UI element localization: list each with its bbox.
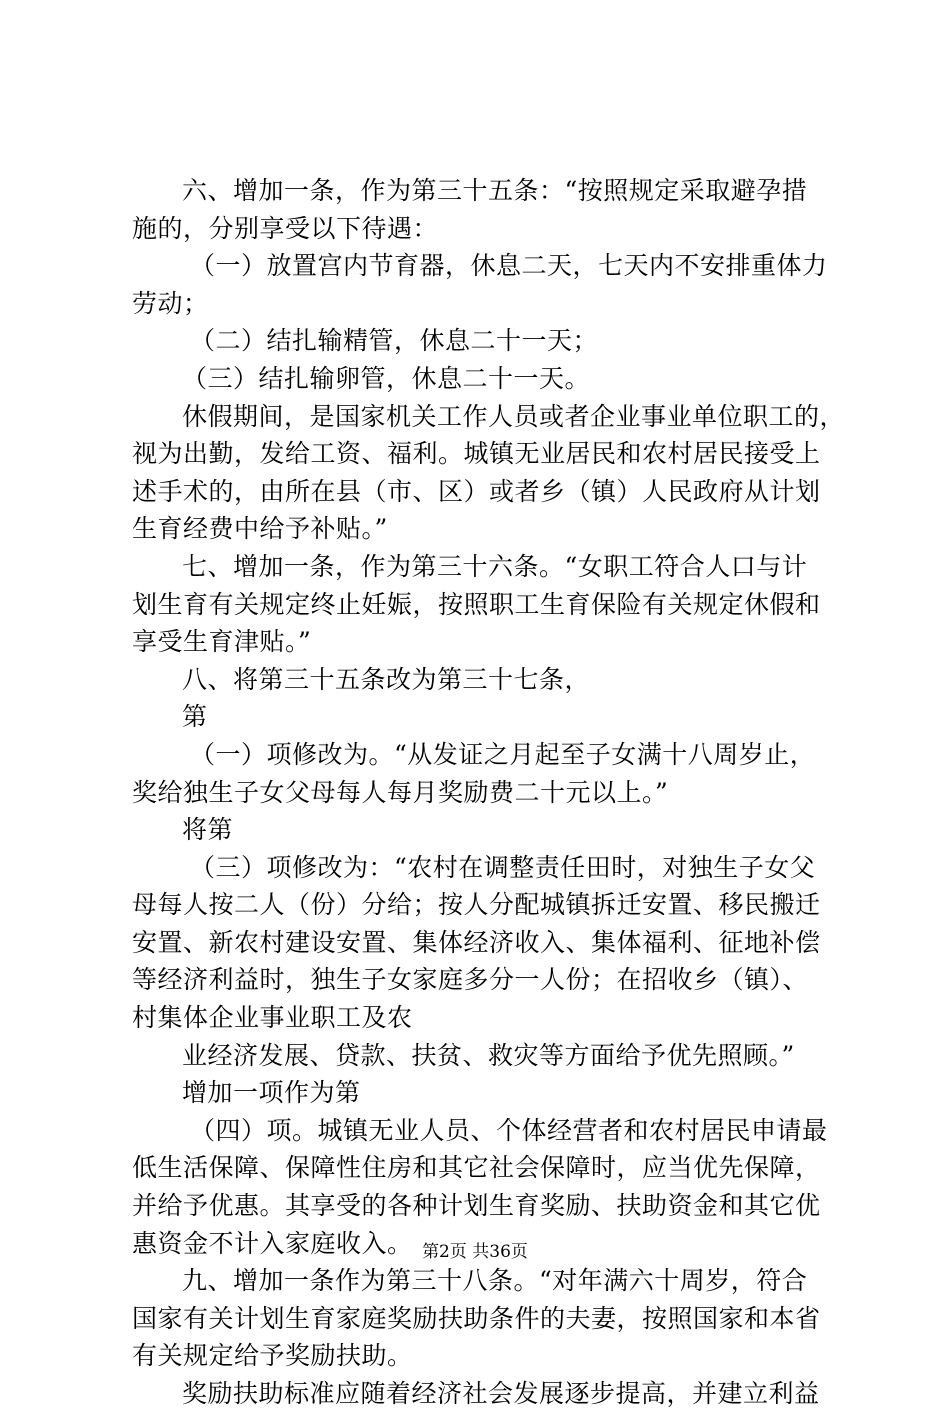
text-line: 八、将第三十五条改为第三十七条，	[182, 664, 591, 694]
text-line: （二）结扎输精管，休息二十一天；	[190, 326, 599, 356]
text-line: 享受生育津贴。”	[132, 627, 312, 657]
text-line: 九、增加一条作为第三十八条。“对年满六十周岁，符合	[182, 1266, 808, 1296]
text-line: 七、增加一条，作为第三十六条。“女职工符合人口与计	[182, 551, 808, 581]
document-body	[132, 172, 846, 1413]
text-line: 有关规定给予奖励扶助。	[132, 1341, 413, 1371]
text-line: 奖给独生子女父母每人每月奖励费二十元以上。”	[132, 777, 669, 807]
text-line: 划生育有关规定终止妊娠，按照职工生育保险有关规定休假和	[132, 589, 821, 619]
text-line: 母每人按二人（份）分给；按人分配城镇拆迁安置、移民搬迁	[132, 890, 821, 920]
page-number-footer: 第2页 共36页	[422, 1242, 528, 1262]
text-line: （三）项修改为：“农村在调整责任田时，对独生子女父	[190, 852, 816, 882]
text-line: 村集体企业事业职工及农	[132, 1003, 413, 1033]
text-line: 生育经费中给予补贴。”	[132, 514, 388, 544]
text-line: 增加一项作为第	[182, 1078, 361, 1108]
text-line: （一）项修改为。“从发证之月起至子女满十八周岁止，	[190, 739, 816, 769]
text-line: 休假期间，是国家机关工作人员或者企业事业单位职工的，	[182, 401, 846, 431]
text-line: 等经济利益时，独生子女家庭多分一人份；在招收乡（镇）、	[132, 965, 809, 995]
text-line: 施的，分别享受以下待遇：	[132, 213, 439, 243]
text-line: 惠资金不计入家庭收入。	[132, 1228, 413, 1258]
text-line: （一）放置宫内节育器，休息二天，七天内不安排重体力	[190, 251, 828, 281]
text-line: 国家有关计划生育家庭奖励扶助条件的夫妻，按照国家和本省	[132, 1303, 821, 1333]
text-line: 低生活保障、保障性住房和其它社会保障时，应当优先保障，	[132, 1153, 821, 1183]
text-line: 述手术的，由所在县（市、区）或者乡（镇）人民政府从计划	[132, 476, 821, 506]
text-line: 第	[182, 702, 208, 732]
text-line: 劳动；	[132, 288, 209, 318]
text-line: 六、增加一条，作为第三十五条：“按照规定采取避孕措	[182, 176, 808, 205]
text-line: 业经济发展、贷款、扶贫、救灾等方面给予优先照顾。”	[182, 1040, 795, 1070]
text-line: 将第	[182, 815, 234, 845]
text-line: 安置、新农村建设安置、集体经济收入、集体福利、征地补偿	[132, 927, 821, 957]
text-line: 视为出勤，发给工资、福利。城镇无业居民和农村居民接受上	[132, 439, 821, 469]
text-line: （四）项。城镇无业人员、个体经营者和农村居民申请最	[190, 1115, 828, 1145]
text-line: 并给予优惠。其享受的各种计划生育奖励、扶助资金和其它优	[132, 1191, 821, 1221]
text-line: （三）结扎输卵管，休息二十一天。	[182, 363, 591, 393]
text-line: 奖励扶助标准应随着经济社会发展逐步提高，并建立利益	[182, 1379, 820, 1408]
